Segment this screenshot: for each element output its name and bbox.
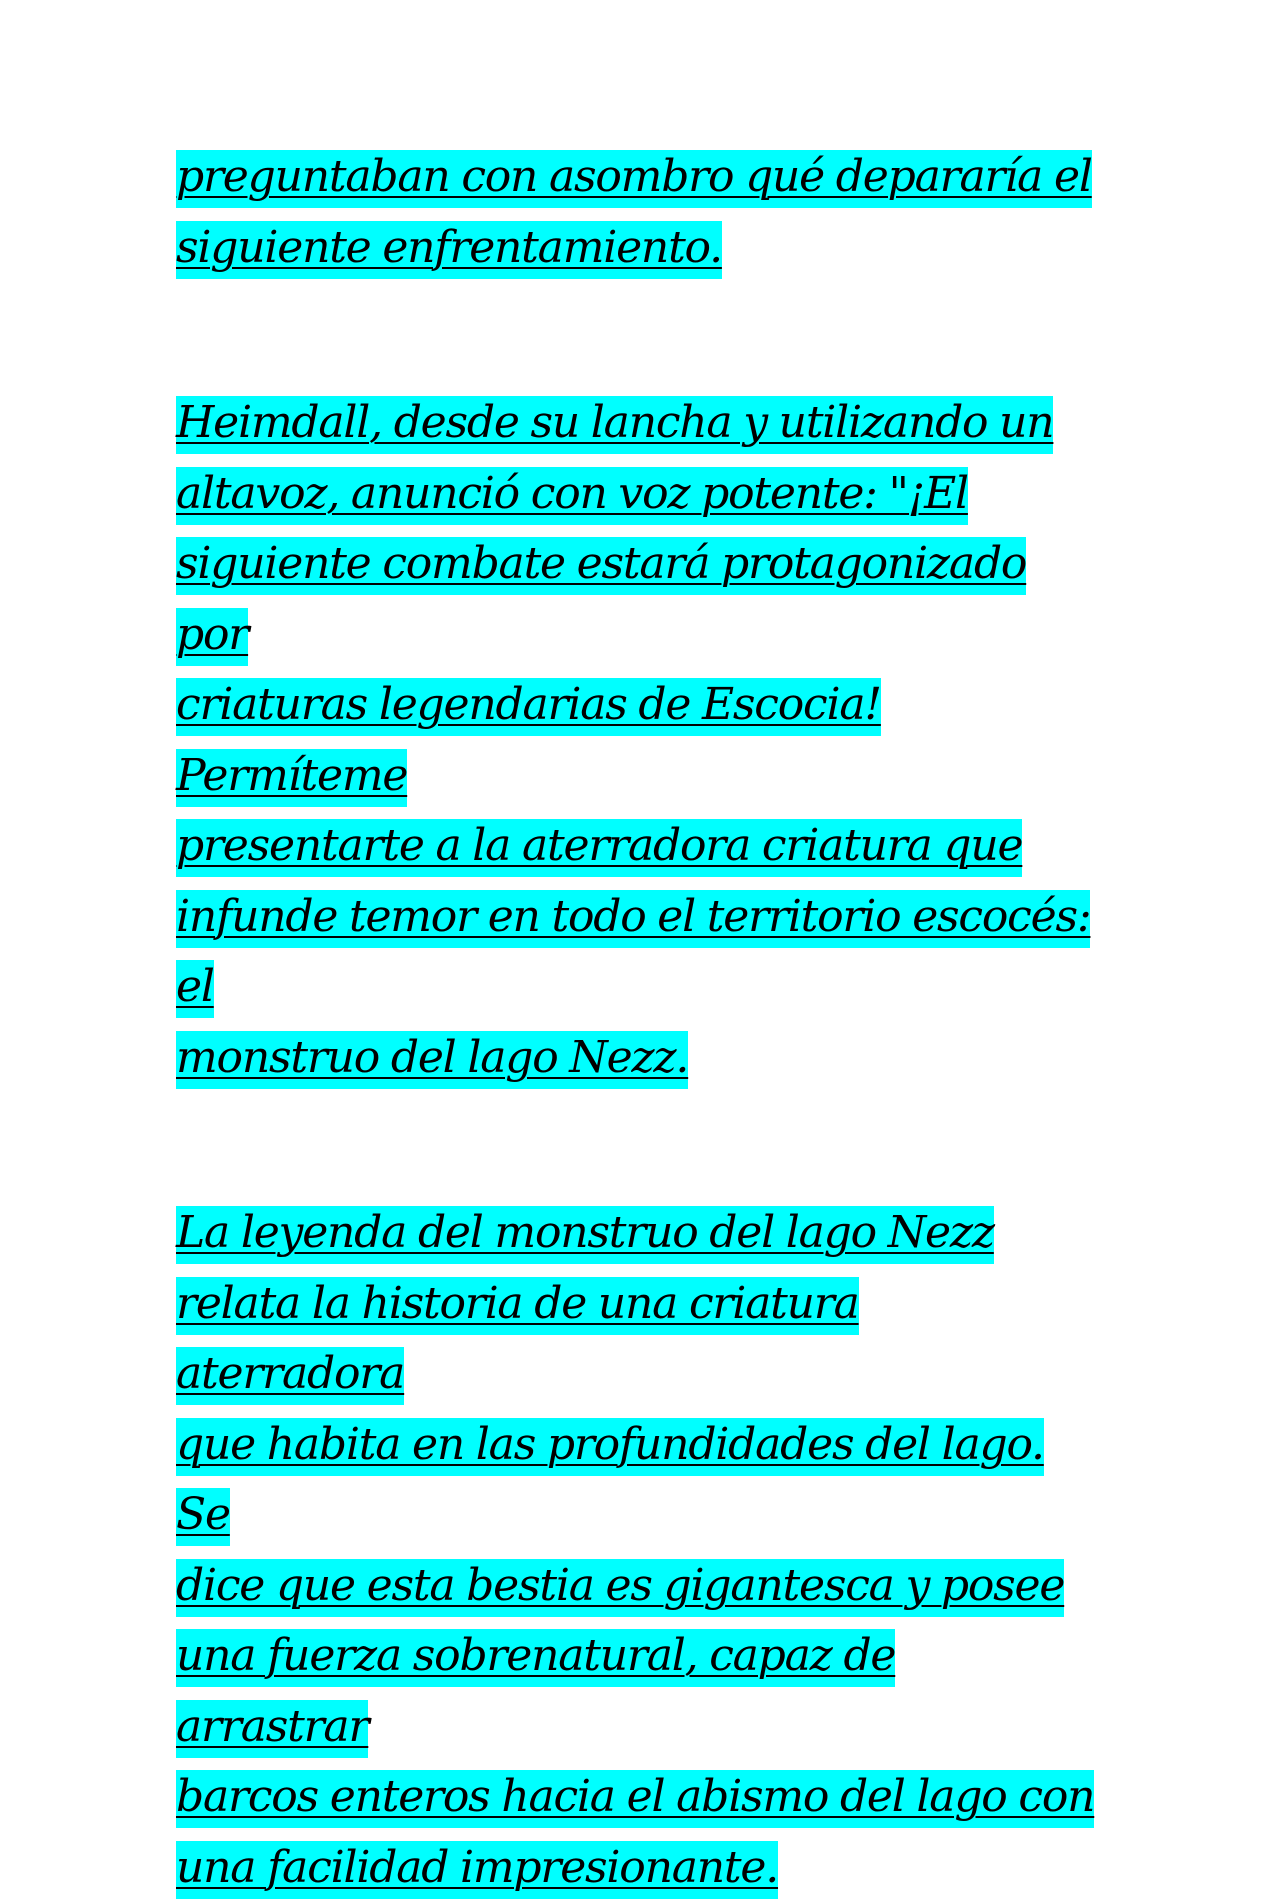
highlighted-line: barcos enteros hacia el abismo del lago con bbox=[176, 1770, 1094, 1828]
highlighted-line: altavoz, anunció con voz potente: "¡El bbox=[176, 467, 968, 525]
highlighted-line: una facilidad impresionante. bbox=[176, 1841, 778, 1899]
highlighted-line: siguiente enfrentamiento. bbox=[176, 221, 722, 279]
paragraph-3 bbox=[176, 1198, 1096, 1903]
text-column bbox=[176, 142, 1096, 1903]
highlighted-line: La leyenda del monstruo del lago Nezz bbox=[176, 1206, 994, 1264]
highlighted-line: criaturas legendarias de Escocia! Permíteme bbox=[176, 678, 881, 807]
paragraph-1 bbox=[176, 142, 1096, 283]
highlighted-line: preguntaban con asombro qué depararía el bbox=[176, 150, 1092, 208]
paragraph-2 bbox=[176, 388, 1096, 1093]
highlighted-line: presentarte a la aterradora criatura que bbox=[176, 819, 1022, 877]
highlighted-line: relata la historia de una criatura aterradora bbox=[176, 1277, 859, 1406]
highlighted-line: infunde temor en todo el territorio escocés: el bbox=[176, 890, 1090, 1019]
highlighted-line: una fuerza sobrenatural, capaz de arrastrar bbox=[176, 1629, 895, 1758]
highlighted-line: dice que esta bestia es gigantesca y posee bbox=[176, 1559, 1064, 1617]
highlighted-line: que habita en las profundidades del lago. Se bbox=[176, 1418, 1044, 1547]
highlighted-line: monstruo del lago Nezz. bbox=[176, 1031, 688, 1089]
highlighted-line: Heimdall, desde su lancha y utilizando un bbox=[176, 396, 1053, 454]
highlighted-line: siguiente combate estará protagonizado por bbox=[176, 537, 1026, 666]
